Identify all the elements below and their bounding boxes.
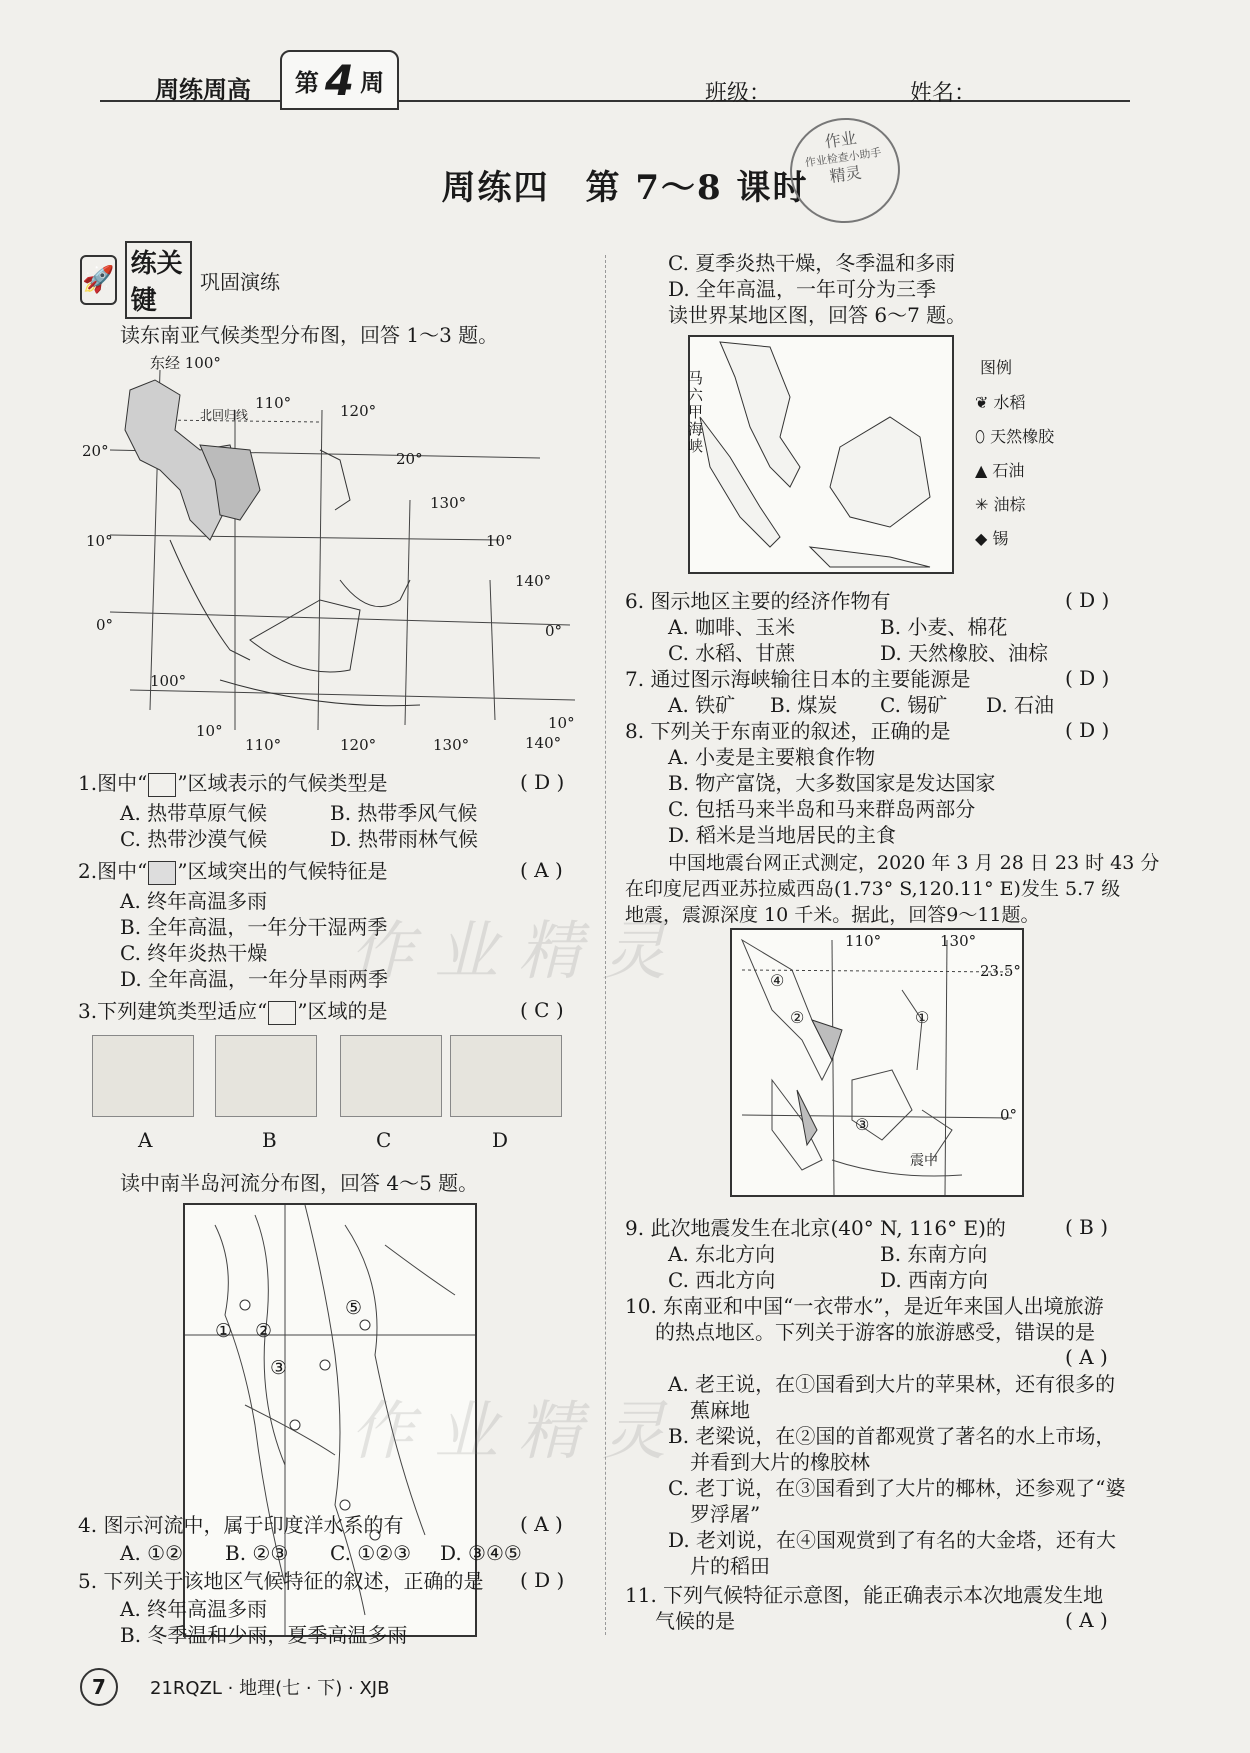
intro-map1: 读东南亚气候类型分布图，回答 1～3 题。 (120, 323, 499, 347)
option: D. 天然橡胶、油棕 (880, 641, 1049, 665)
answer-4: ( A ) (520, 1512, 563, 1536)
strait-char: 峡 (688, 437, 704, 455)
watermark-text: 作业精灵 (350, 1395, 686, 1469)
map1-label: 120° (340, 736, 377, 754)
option: C. 锡矿 (880, 693, 948, 717)
option: C. 水稻、甘蔗 (668, 641, 796, 665)
question-9: 9. 此次地震发生在北京(40° N, 116° E)的 (625, 1216, 1006, 1240)
legend-title: 图例 (980, 358, 1013, 377)
option: A. 老王说，在①国看到大片的苹果林，还有很多的 (668, 1372, 1116, 1396)
legend-oil (975, 458, 1024, 484)
question-2 (78, 858, 388, 885)
map4-label: 0° (1000, 1106, 1018, 1124)
map1-label: 140° (525, 734, 562, 752)
map1-label: 120° (340, 402, 377, 420)
question-6: 6. 图示地区主要的经济作物有 (625, 589, 891, 613)
map1-label: 东经 100° (150, 354, 221, 372)
map1-label: 北回归线 (200, 408, 249, 422)
legend-label: 水稻 (993, 393, 1026, 412)
q-text: ”区域的是 (297, 999, 388, 1023)
strait-char: 六 (688, 386, 704, 404)
map1-label: 140° (515, 572, 552, 590)
watermark-text: 作业精灵 (350, 915, 686, 989)
map1-label: 10° (548, 714, 575, 732)
legend-oil-palm (975, 492, 1026, 518)
option: B. 热带季风气候 (330, 801, 478, 825)
map4-label: ③ (855, 1115, 870, 1134)
q-text: 图中“ (97, 859, 148, 883)
answer-6: ( D ) (1065, 588, 1110, 612)
building-image-a (92, 1035, 194, 1117)
map4-label: ① (915, 1008, 930, 1027)
option: C. 热带沙漠气候 (120, 827, 268, 851)
option: D. 全年高温，一年可分为三季 (668, 277, 937, 301)
legend-label: 石油 (992, 461, 1025, 480)
answer-9: ( B ) (1065, 1215, 1109, 1239)
epicenter-label: 震中 (910, 1153, 938, 1169)
map1-label: 110° (255, 394, 292, 412)
map1-label: 0° (545, 622, 563, 640)
answer-3: ( C ) (520, 998, 564, 1022)
stamp-line: 作业 (823, 128, 858, 152)
question-3 (78, 998, 388, 1025)
question-10: 10. 东南亚和中国“一衣带水”，是近年来国人出境旅游 (625, 1294, 1104, 1318)
stamp-line: 作业检查小助手 (804, 145, 883, 170)
q-num: 2. (78, 859, 98, 883)
option: B. ②③ (225, 1541, 289, 1565)
legend-tin (975, 526, 1008, 552)
page-number: 7 (80, 1668, 118, 1706)
option: B. 东南方向 (880, 1242, 988, 1266)
q-text: 图中“ (97, 771, 148, 795)
question-1 (78, 770, 388, 797)
map1-label: 130° (433, 736, 470, 754)
option-letter: B (262, 1128, 277, 1152)
intro-earthquake: 地震，震源深度 10 千米。据此，回答9～11题。 (625, 904, 1040, 926)
question-7: 7. 通过图示海峡输往日本的主要能源是 (625, 667, 971, 691)
option: D. ③④⑤ (440, 1541, 522, 1565)
option: C. 终年炎热干燥 (120, 941, 268, 965)
name-label: 姓名： (910, 81, 977, 106)
map1-label: 100° (150, 672, 187, 690)
oil-palm-icon: ✳ (975, 495, 989, 514)
option: B. 小麦、棉花 (880, 615, 1008, 639)
legend-label: 油棕 (993, 495, 1026, 514)
option: D. 西南方向 (880, 1268, 989, 1292)
map4-label: ④ (770, 971, 785, 990)
question-4: 4. 图示河流中，属于印度洋水系的有 (78, 1513, 404, 1537)
map4-label: 23.5° (980, 962, 1021, 980)
option: C. 包括马来半岛和马来群岛两部分 (668, 797, 976, 821)
map4-label: 130° (940, 932, 977, 950)
page-title: 周练四 第 7～8 课时 (441, 168, 809, 208)
map4-label: ② (790, 1008, 805, 1027)
answer-11: ( A ) (1065, 1608, 1108, 1632)
option-cont: 片的稻田 (690, 1554, 770, 1578)
intro-map2: 读中南半岛河流分布图，回答 4～5 题。 (120, 1171, 479, 1195)
watermark-stamp (783, 111, 907, 230)
option: D. 石油 (986, 693, 1055, 717)
strait-label (688, 370, 703, 455)
river-label: ① (215, 1320, 233, 1342)
option: C. ①②③ (330, 1541, 412, 1565)
map1-label: 10° (196, 722, 223, 740)
legend-rice (975, 390, 1026, 416)
building-image-b (215, 1035, 317, 1117)
pattern-box (268, 1001, 296, 1025)
week-suffix: 周 (360, 68, 385, 97)
option: C. 夏季炎热干燥，冬季温和多雨 (668, 251, 956, 275)
q-text: ”区域表示的气候类型是 (177, 771, 388, 795)
map1-label: 110° (245, 736, 282, 754)
answer-5: ( D ) (520, 1568, 565, 1592)
option: A. 终年高温多雨 (120, 889, 268, 913)
strait-char: 马 (688, 369, 704, 387)
map4-label: 110° (845, 932, 882, 950)
answer-2: ( A ) (520, 858, 563, 882)
answer-8: ( D ) (1065, 718, 1110, 742)
pattern-box (148, 861, 176, 885)
header-series-label: 周练周高 (155, 76, 251, 104)
answer-7: ( D ) (1065, 666, 1110, 690)
rocket-icon: 🚀 (80, 255, 117, 305)
option-cont: 罗浮屠” (690, 1502, 761, 1526)
question-10-cont: 的热点地区。下列关于游客的旅游感受，错误的是 (655, 1320, 1095, 1344)
option: D. 全年高温，一年分旱雨两季 (120, 967, 389, 991)
q-text: ”区域突出的气候特征是 (177, 859, 388, 883)
strait-char: 海 (688, 420, 704, 438)
option-letter: C (376, 1128, 392, 1152)
answer-10: ( A ) (1065, 1345, 1108, 1369)
option: B. 煤炭 (770, 693, 838, 717)
question-11-cont: 气候的是 (655, 1609, 735, 1633)
footer-code: 21RQZL · 地理(七 · 下) · XJB (150, 1678, 390, 1699)
legend-label: 锡 (992, 529, 1009, 548)
option: B. 全年高温，一年分干湿两季 (120, 915, 388, 939)
option: A. 东北方向 (668, 1242, 776, 1266)
option-letter: A (138, 1128, 153, 1152)
rice-icon: ❦ (975, 393, 989, 412)
river-label: ⑤ (345, 1297, 363, 1319)
week-prefix: 第 (294, 68, 319, 97)
option-cont: 并看到大片的橡胶林 (690, 1450, 870, 1474)
map1-label: 10° (86, 532, 113, 550)
strait-char: 甲 (688, 403, 704, 421)
option: A. 小麦是主要粮食作物 (668, 745, 876, 769)
option: D. 稻米是当地居民的主食 (668, 823, 897, 847)
option-letter: D (492, 1128, 509, 1152)
option: A. 终年高温多雨 (120, 1597, 268, 1621)
q-num: 1. (78, 771, 98, 795)
map1-label: 20° (82, 442, 109, 460)
q-text: 下列建筑类型适应“ (97, 999, 268, 1023)
rubber-icon: ⬯ (975, 427, 986, 446)
q-num: 3. (78, 999, 98, 1023)
section-sub: 巩固演练 (200, 269, 280, 294)
section-name: 练关键 (125, 241, 192, 319)
tin-icon: ◆ (975, 529, 988, 548)
option: A. ①② (120, 1541, 184, 1565)
map1-label: 10° (486, 532, 513, 550)
pattern-box (148, 773, 176, 797)
week-tab (280, 50, 399, 110)
option: A. 热带草原气候 (120, 801, 268, 825)
class-label: 班级： (705, 81, 772, 106)
option: D. 热带雨林气候 (330, 827, 479, 851)
option: C. 老丁说，在③国看到了大片的椰林，还参观了“婆 (668, 1476, 1126, 1500)
answer-1: ( D ) (520, 770, 565, 794)
option-cont: 蕉麻地 (690, 1398, 750, 1422)
option: B. 物产富饶，大多数国家是发达国家 (668, 771, 996, 795)
option: B. 老梁说，在②国的首都观赏了著名的水上市场， (668, 1424, 1116, 1448)
legend-label: 天然橡胶 (990, 427, 1055, 446)
intro-earthquake: 中国地震台网正式测定，2020 年 3 月 28 日 23 时 43 分 (668, 852, 1160, 874)
option: A. 咖啡、玉米 (668, 615, 796, 639)
map1-label: 130° (430, 494, 467, 512)
map1-label: 0° (96, 616, 114, 634)
legend-rubber (975, 424, 1054, 450)
map1-label: 20° (396, 450, 423, 468)
map3-svg (690, 337, 952, 572)
oil-icon: ▲ (975, 461, 988, 480)
stamp-line: 精灵 (828, 162, 863, 187)
option: D. 老刘说，在④国观赏到了有名的大金塔，还有大 (668, 1528, 1117, 1552)
option: B. 冬季温和少雨，夏季高温多雨 (120, 1623, 408, 1647)
building-image-d (450, 1035, 562, 1117)
intro-map3: 读世界某地区图，回答 6～7 题。 (668, 303, 967, 327)
section-badge (80, 249, 280, 316)
river-label: ③ (270, 1357, 288, 1379)
option: C. 西北方向 (668, 1268, 776, 1292)
question-11: 11. 下列气候特征示意图，能正确表示本次地震发生地 (625, 1583, 1104, 1607)
week-number: 4 (324, 55, 355, 105)
question-5: 5. 下列关于该地区气候特征的叙述，正确的是 (78, 1569, 484, 1593)
world-region-resource-map (688, 335, 954, 574)
intro-earthquake: 在印度尼西亚苏拉威西岛(1.73° S,120.11° E)发生 5.7 级 (625, 878, 1121, 900)
option: A. 铁矿 (668, 693, 736, 717)
question-8: 8. 下列关于东南亚的叙述，正确的是 (625, 719, 951, 743)
building-image-c (340, 1035, 442, 1117)
river-label: ② (255, 1320, 273, 1342)
